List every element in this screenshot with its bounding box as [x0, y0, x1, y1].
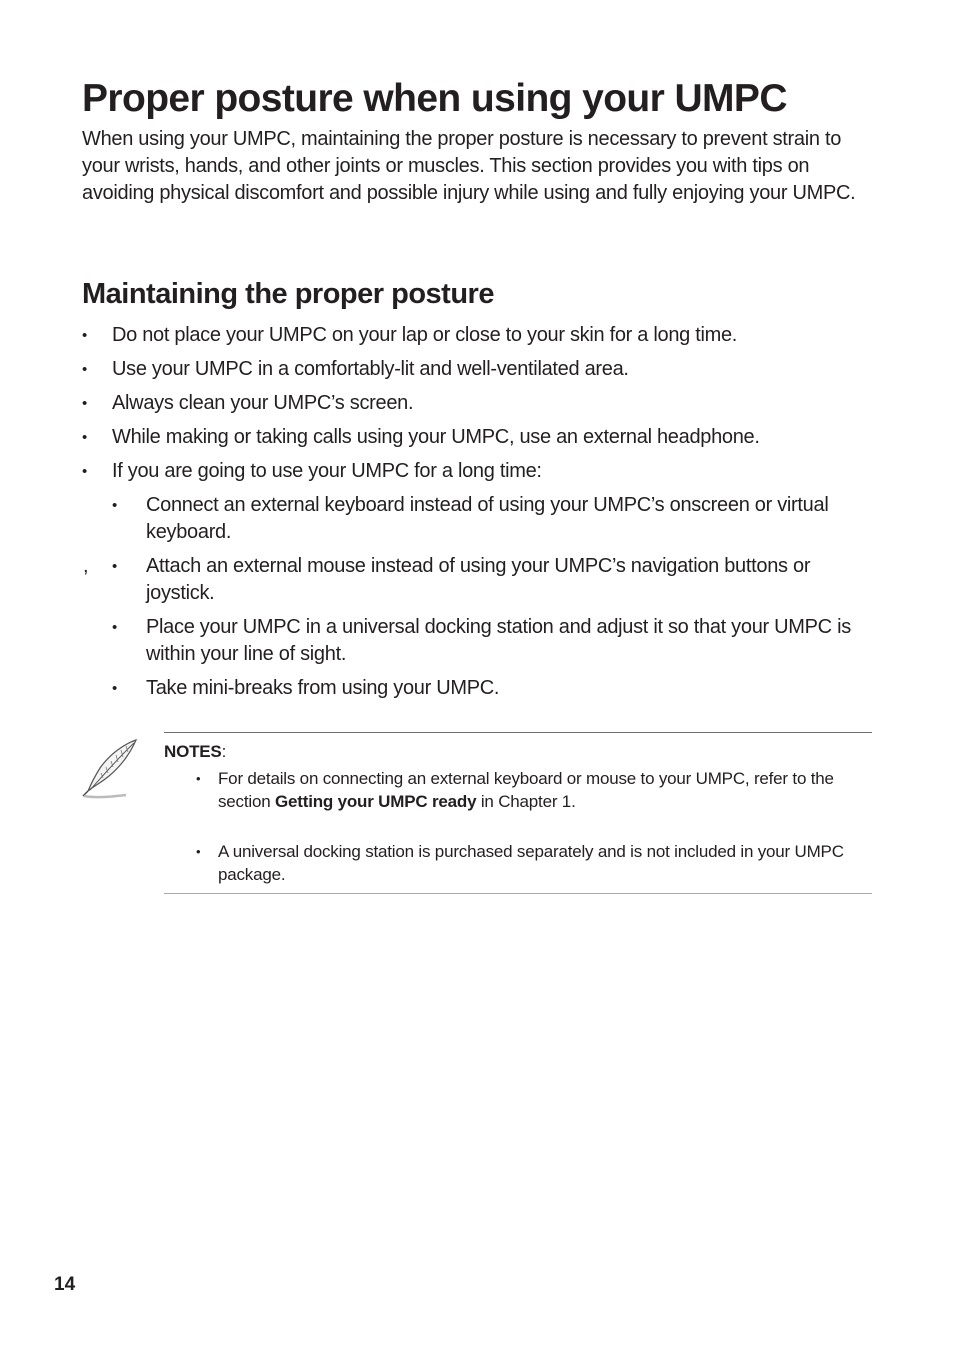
sub-tip-list-item [112, 675, 882, 702]
notes-label-text: NOTES [164, 742, 222, 761]
posture-tips-list [82, 322, 882, 709]
section-reference: Getting your UMPC ready [275, 792, 477, 811]
sub-tip-list-item [83, 553, 882, 607]
bullet-icon: • [82, 429, 87, 446]
sub-tip-text: Connect an external keyboard instead of using your UMPC’s onscreen or virtual keyboard. [146, 494, 829, 543]
tip-text: Always clean your UMPC’s screen. [112, 392, 414, 414]
stray-comma-mark: , [83, 555, 89, 577]
tip-list-item [82, 356, 882, 383]
long-use-sub-list [83, 492, 882, 702]
bullet-icon: • [196, 771, 201, 786]
sub-tip-text: Attach an external mouse instead of using your UMPC’s navigation buttons or joystick. [146, 555, 811, 604]
notes-label-colon: : [221, 742, 227, 761]
tip-list-item [82, 458, 882, 702]
pen-icon [80, 736, 140, 800]
note-text-part: in Chapter 1. [476, 792, 576, 811]
sub-tip-text: Take mini-breaks from using your UMPC. [146, 677, 500, 699]
page-title: Proper posture when using your UMPC [82, 77, 787, 120]
intro-paragraph: When using your UMPC, maintaining the proper posture is necessary to prevent strain to your wrists, hands, and other joints or muscles. This section provides you with tips on avoiding physical discomfort and possible injury while using and fully enjoying your UMPC. [82, 128, 856, 204]
bullet-icon: • [112, 619, 117, 636]
bullet-icon: • [112, 558, 117, 575]
page-number: 14 [54, 1274, 76, 1295]
bullet-icon: • [82, 327, 87, 344]
note-text [196, 767, 866, 813]
tip-text: Do not place your UMPC on your lap or close to your skin for a long time. [112, 324, 738, 346]
tip-text: If you are going to use your UMPC for a long time: [112, 460, 542, 482]
tip-text: Use your UMPC in a comfortably-lit and well-ventilated area. [112, 358, 629, 380]
notes-label [164, 741, 226, 763]
section-title: Maintaining the proper posture [82, 278, 494, 310]
note-item [196, 767, 866, 813]
bullet-icon: • [82, 361, 87, 378]
tip-text: While making or taking calls using your UMPC, use an external headphone. [112, 426, 760, 448]
sub-tip-text: Place your UMPC in a universal docking station and adjust it so that your UMPC is within your line of sight. [146, 616, 851, 665]
bullet-icon: • [112, 497, 117, 514]
note-text-part: For details on connecting an external keyboard or mouse to your UMPC, refer to the section [218, 769, 834, 811]
sub-tip-list-item [112, 492, 882, 546]
bullet-icon: • [82, 463, 87, 480]
tip-list-item [82, 322, 882, 349]
note-item [196, 840, 866, 886]
bullet-icon: • [196, 844, 201, 859]
sub-tip-list-item [112, 614, 882, 668]
tip-list-item [82, 424, 882, 451]
bullet-icon: • [112, 680, 117, 697]
notes-box [164, 732, 872, 894]
note-text: A universal docking station is purchased separately and is not included in your UMPC package. [218, 842, 844, 884]
bullet-icon: • [82, 395, 87, 412]
tip-list-item [82, 390, 882, 417]
